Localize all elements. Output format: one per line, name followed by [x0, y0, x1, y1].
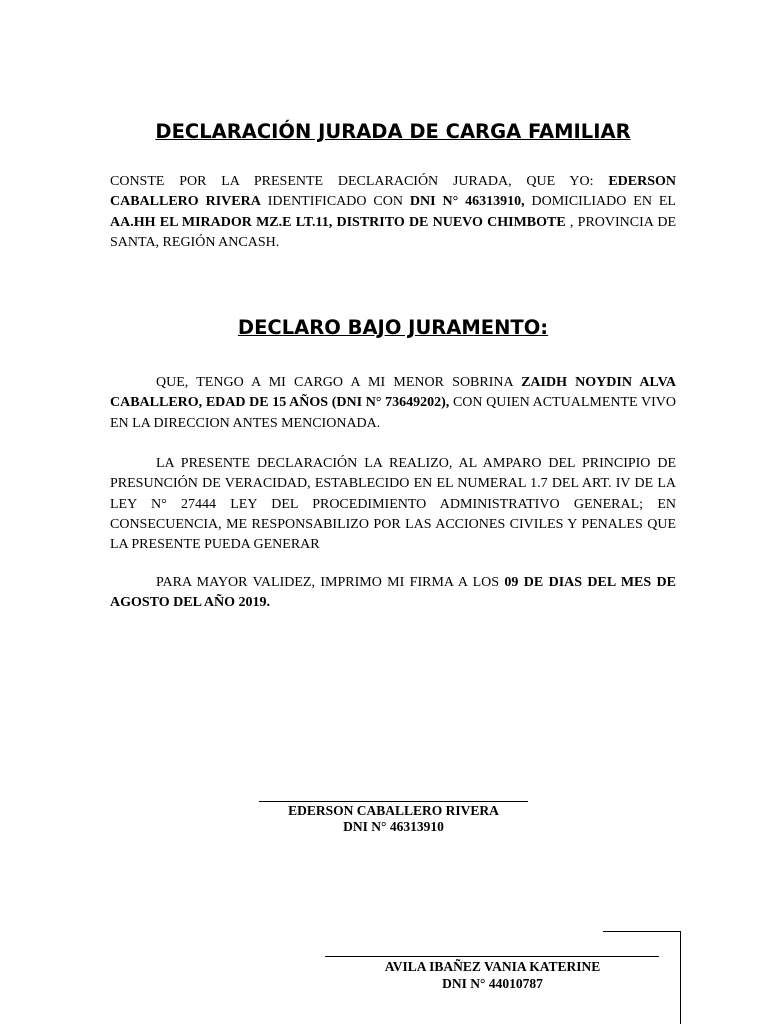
dependent-details: ZAIDH NOYDIN ALVA CABALLERO, EDAD DE 15 AÑOS (DNI N° 73649202), [110, 375, 676, 411]
signature-line-declarant [259, 801, 528, 802]
signature-block-declarant [259, 803, 528, 835]
declarant-address: AA.HH EL MIRADOR MZ.E LT.11, DISTRITO DE NUEVO CHIMBOTE [110, 214, 566, 230]
corner-box-border [603, 931, 681, 932]
signer-dni: DNI N° 46313910 [343, 819, 444, 834]
declaration-text: , PROVINCIA DE SANTA, REGIÓN ANCASH. [110, 214, 677, 250]
dependent-paragraph [110, 373, 676, 434]
signer-name: EDERSON CABALLERO RIVERA [288, 803, 499, 818]
corner-box-border [680, 931, 681, 1024]
declarant-dni: DNI N° 46313910, [409, 194, 525, 210]
validity-text: PARA MAYOR VALIDEZ, IMPRIMO MI FIRMA A LOS [156, 575, 505, 590]
legal-basis-text: LA PRESENTE DECLARACIÓN LA REALIZO, AL AMPARO DEL PRINCIPIO DE PRESUNCIÓN DE VERACIDAD, ESTABLECIDO EN EL NUMERAL 1.7 DEL ART. IV DE LA LEY N° 27444 LEY DEL PROCEDIMIENTO ADMINISTRATIVO GENERAL; EN CONSECUENCIA, ME RESPONSABILIZO POR LAS ACCIONES CIVILES Y PENALES QUE LA PRESENTE PUEDA GENERAR [110, 456, 676, 553]
signer-name: AVILA IBAÑEZ VANIA KATERINE [384, 959, 601, 974]
legal-basis-paragraph [110, 454, 676, 555]
validity-paragraph [110, 573, 676, 614]
signature-line-second [325, 956, 659, 957]
section-subtitle: DECLARO BAJO JURAMENTO: [237, 316, 549, 339]
declaration-text: IDENTIFICADO CON [260, 194, 410, 210]
signature-date: 09 DE DIAS DEL MES DE AGOSTO DEL AÑO 2019. [110, 575, 676, 611]
declaration-text: DOMICILIADO EN EL [524, 194, 676, 210]
dependent-text: CON QUIEN ACTUALMENTE VIVO EN LA DIRECCION ANTES MENCIONADA. [110, 395, 676, 431]
declaration-paragraph [110, 172, 676, 253]
declarant-name: EDERSON CABALLERO RIVERA [110, 174, 676, 210]
signer-dni: DNI N° 44010787 [442, 976, 543, 991]
declaration-text: CONSTE POR LA PRESENTE DECLARACIÓN JURADA, QUE YO: [110, 174, 609, 189]
dependent-text: QUE, TENGO A MI CARGO A MI MENOR SOBRINA [156, 375, 522, 390]
signature-block-second [340, 958, 645, 992]
document-title: DECLARACIÓN JURADA DE CARGA FAMILIAR [155, 120, 631, 143]
